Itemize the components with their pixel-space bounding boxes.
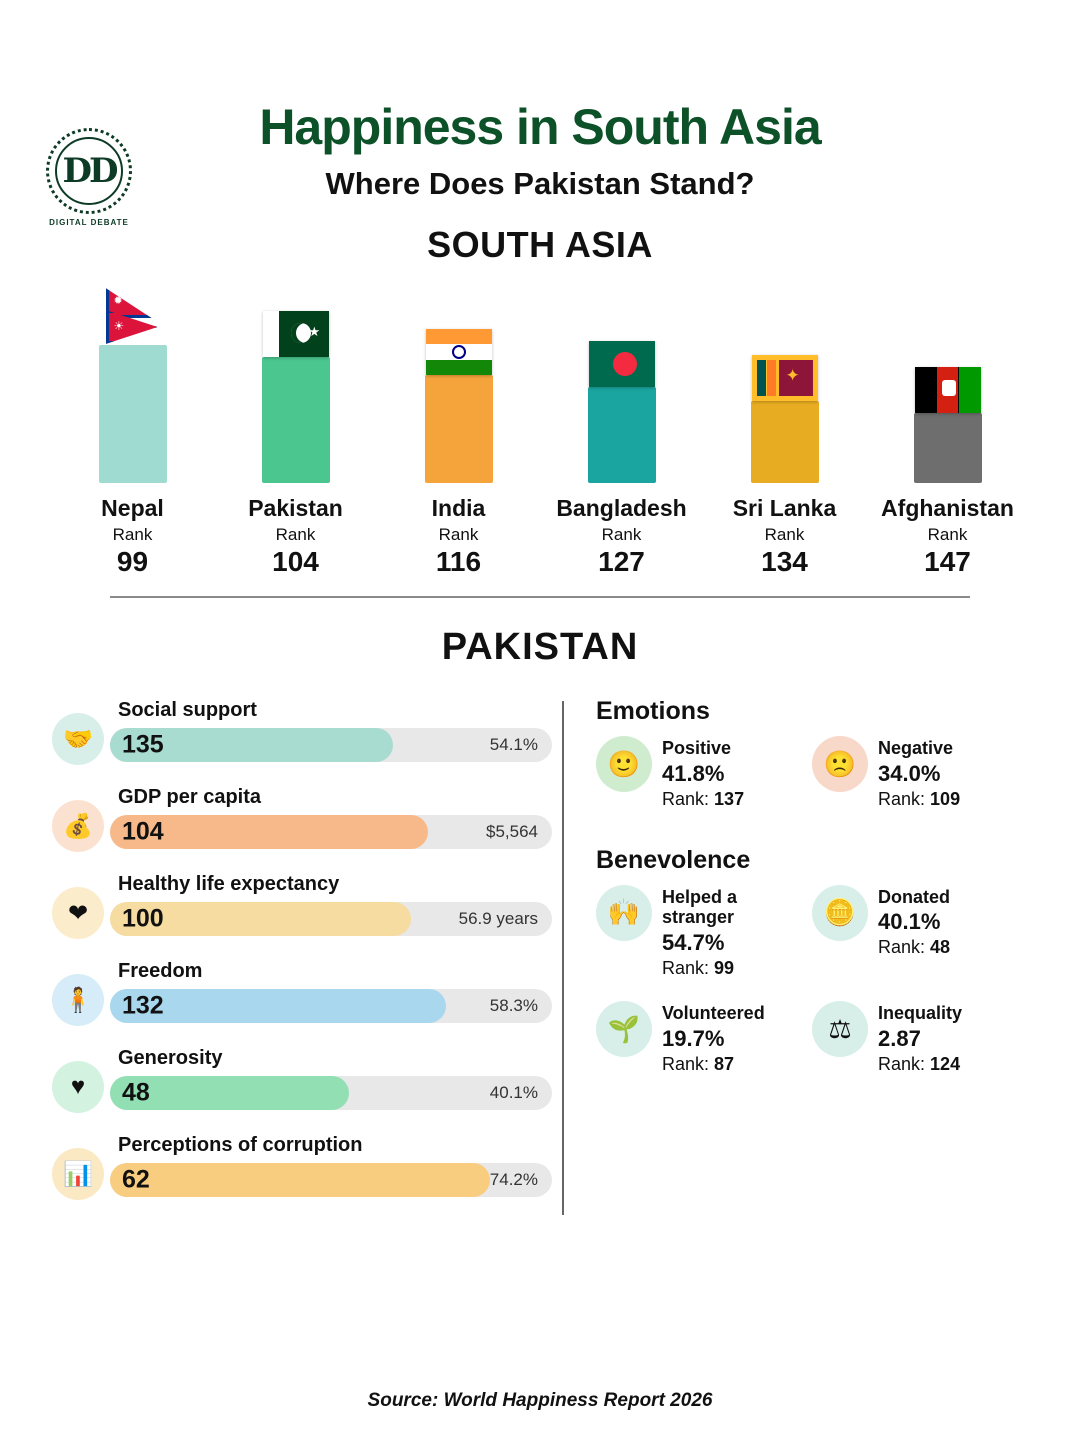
benevolence-grid	[596, 885, 1028, 1097]
country-column	[554, 288, 689, 578]
benevolence-value: 40.1%	[878, 909, 941, 935]
country-column	[880, 288, 1015, 578]
benevolence-item	[812, 1001, 1028, 1075]
benevolence-item	[596, 1001, 812, 1075]
benevolence-rank	[662, 958, 812, 979]
rank-number: 99	[714, 958, 735, 979]
rank-number: 87	[714, 1053, 735, 1074]
afghanistan-flag-icon	[915, 367, 981, 413]
rank-label: Rank	[112, 525, 153, 544]
heart-plus-icon: ♥	[52, 1061, 104, 1113]
metric-rank: 135	[122, 730, 164, 759]
bangladesh-flag-icon	[589, 341, 655, 387]
metric-row	[52, 784, 552, 860]
metric-rank: 62	[122, 1165, 150, 1194]
rank-label: Rank	[764, 525, 805, 544]
rank-prefix: Rank:	[878, 788, 926, 809]
bar-india	[425, 375, 493, 483]
rank-label: Rank	[275, 525, 316, 544]
emotion-name: Positive	[662, 738, 732, 758]
metric-bar-track	[110, 815, 552, 849]
country-name: Bangladesh	[556, 495, 687, 521]
metric-rank: 48	[122, 1078, 150, 1107]
rank-number: 124	[930, 1053, 961, 1074]
pakistan-flag-icon: ★	[263, 311, 329, 357]
metric-rank: 100	[122, 904, 164, 933]
rank-number: 48	[930, 937, 951, 958]
rank-prefix: Rank:	[662, 788, 710, 809]
metric-row	[52, 871, 552, 947]
rank-prefix: Rank:	[662, 1053, 710, 1074]
country-rank: 99	[116, 546, 149, 577]
country-rank: 104	[272, 546, 319, 577]
section-heading-south-asia: SOUTH ASIA	[427, 224, 653, 265]
benevolence-name: Helped a stranger	[662, 886, 738, 928]
smiley-positive-icon: 🙂	[596, 736, 652, 792]
metric-bar-track	[110, 902, 552, 936]
emotion-item	[596, 736, 812, 810]
rank-prefix: Rank:	[878, 937, 926, 958]
logo-wordmark: DIGITAL DEBATE	[49, 218, 129, 227]
volunteer-tree-icon: 🌱	[596, 1001, 652, 1057]
country-rank: 134	[761, 546, 808, 577]
heart-hand-icon: ❤	[52, 887, 104, 939]
country-name: Nepal	[101, 495, 164, 521]
country-column	[391, 288, 526, 578]
benevolence-name: Inequality	[878, 1003, 963, 1024]
metric-row	[52, 1045, 552, 1121]
money-hand-icon: 💰	[52, 800, 104, 852]
metric-label: GDP per capita	[118, 786, 262, 808]
page-title: Happiness in South Asia	[259, 99, 821, 155]
benevolence-rank	[662, 1054, 765, 1075]
emotion-item	[812, 736, 1028, 810]
benevolence-name: Donated	[878, 886, 950, 907]
metric-value: 40.1%	[489, 1083, 538, 1102]
metric-value: 74.2%	[489, 1170, 538, 1189]
metric-bar-track	[110, 728, 552, 762]
emotions-heading: Emotions	[596, 697, 710, 725]
page-subtitle: Where Does Pakistan Stand?	[325, 166, 755, 201]
vertical-divider	[562, 701, 564, 1215]
metric-bar-track	[110, 1076, 552, 1110]
source-note: Source: World Happiness Report 2026	[367, 1390, 713, 1411]
metric-rank: 132	[122, 991, 164, 1020]
metric-row	[52, 697, 552, 773]
metric-label: Generosity	[118, 1047, 223, 1069]
metric-label: Healthy life expectancy	[118, 873, 340, 895]
benevolence-value: 2.87	[878, 1025, 921, 1051]
bar-nepal	[99, 345, 167, 483]
scales-icon: ⚖	[812, 1001, 868, 1057]
nepal-flag-icon: ✹ ☀	[100, 288, 166, 345]
country-bar-chart	[0, 288, 1080, 578]
benevolence-rank	[878, 937, 950, 958]
bar-afghanistan	[914, 413, 982, 483]
rank-prefix: Rank:	[662, 958, 710, 979]
country-column	[228, 288, 363, 578]
country-name: India	[431, 495, 486, 521]
metric-label: Perceptions of corruption	[118, 1134, 363, 1156]
logo-initials: DD	[62, 151, 116, 191]
smiley-negative-icon: 🙁	[812, 736, 868, 792]
rank-label: Rank	[927, 525, 968, 544]
emotion-rank	[662, 789, 744, 810]
metric-label: Freedom	[118, 960, 203, 982]
logo	[34, 128, 144, 238]
rank-number: 109	[930, 788, 961, 809]
india-flag-icon	[426, 329, 492, 375]
rank-prefix: Rank:	[878, 1053, 926, 1074]
helping-hands-icon: 🙌	[596, 885, 652, 941]
metric-value: $5,564	[486, 822, 538, 841]
metric-bar-track	[110, 989, 552, 1023]
country-rank: 147	[924, 546, 971, 577]
benevolence-heading: Benevolence	[596, 845, 751, 874]
section-heading-pakistan: PAKISTAN	[441, 626, 639, 668]
bar-bangladesh	[588, 387, 656, 483]
emotion-name: Negative	[878, 738, 954, 758]
benevolence-item	[596, 885, 812, 979]
benevolence-value: 19.7%	[662, 1025, 725, 1051]
rank-number: 137	[714, 788, 745, 809]
benevolence-value: 54.7%	[662, 930, 725, 956]
country-column	[65, 288, 200, 578]
country-rank: 116	[435, 546, 482, 577]
bar-sri-lanka	[751, 401, 819, 483]
country-name: Sri Lanka	[732, 495, 837, 521]
section-divider	[110, 596, 970, 598]
bar-pakistan	[262, 357, 330, 483]
pakistan-details	[0, 697, 1080, 1219]
emotions-benevolence-panel	[586, 697, 1028, 1219]
metric-value: 56.9 years	[458, 909, 538, 928]
handshake-icon: 🤝	[52, 713, 104, 765]
benevolence-rank	[878, 1054, 962, 1075]
metric-label: Social support	[118, 699, 257, 721]
pakistan-metrics-list	[52, 697, 552, 1219]
emotion-rank	[878, 789, 960, 810]
emotion-value: 34.0%	[878, 760, 941, 786]
metric-value: 54.1%	[489, 735, 538, 754]
metric-rank: 104	[122, 817, 164, 846]
metric-value: 58.3%	[489, 996, 538, 1015]
benevolence-name: Volunteered	[662, 1003, 765, 1024]
money-chart-icon: 📊	[52, 1148, 104, 1200]
benevolence-item	[812, 885, 1028, 979]
donate-coins-icon: 🪙	[812, 885, 868, 941]
rank-label: Rank	[601, 525, 642, 544]
country-column	[717, 288, 852, 578]
country-name: Afghanistan	[881, 495, 1014, 521]
country-rank: 127	[598, 546, 645, 577]
country-name: Pakistan	[248, 495, 343, 521]
freedom-person-icon: 🧍	[52, 974, 104, 1026]
srilanka-flag-icon: ✦	[752, 355, 818, 401]
logo-mark-icon	[46, 128, 132, 214]
rank-label: Rank	[438, 525, 479, 544]
emotion-value: 41.8%	[662, 760, 725, 786]
metric-row	[52, 1132, 552, 1208]
metric-row	[52, 958, 552, 1034]
emotions-grid	[596, 736, 1028, 832]
metric-bar-track	[110, 1163, 552, 1197]
